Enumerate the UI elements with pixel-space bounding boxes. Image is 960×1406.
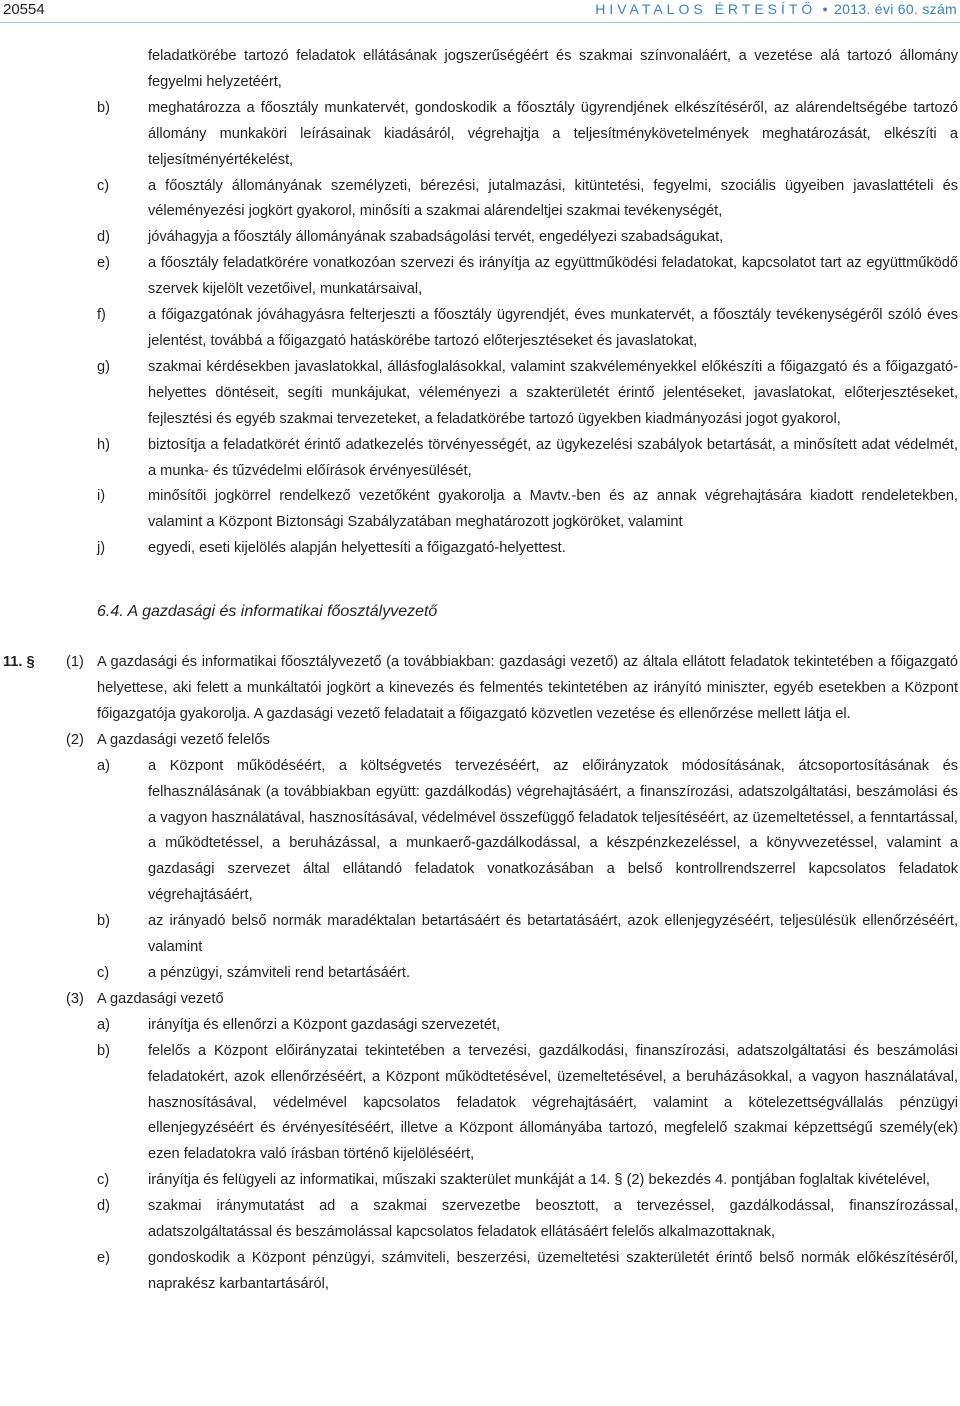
paragraph-marker: (3)	[66, 990, 84, 1007]
item-text: felelős a Központ előirányzatai tekintetében a tervezési, gazdálkodási, finanszírozási, adatszolgáltatási és beszámolási feladatokért, azok ellenőrzéséért, a Központ működtetésével, üzemeltetésével, a beruházásokkal, a vagyon használatával, hasznosításával, védelmével kapcsolatos feladatok végrehajtásáért, valamint a kötelezettségvállalás pénzügyi ellenjegyzéséért és érvényesítéséért, illetve a Központ állományába tartozó, megfelelő szakmai képzettségű személy(ek) ezen feladatokra való írásban történő kijelöléséért,	[148, 1042, 958, 1163]
publication-info	[595, 1, 957, 17]
list-item	[0, 536, 960, 562]
paragraph-text: A gazdasági vezető	[97, 990, 224, 1007]
paragraph-3	[0, 987, 960, 1013]
item-text: a főosztály feladatkörére vonatkozóan szervezi és irányítja az együttműködési feladatokat, kapcsolatot tart az együttműködő szervek kijelölt vezetőivel, munkatársaival,	[148, 255, 958, 298]
paragraph-1	[0, 650, 960, 728]
list-item	[0, 174, 960, 226]
page-number: 20554	[3, 1, 45, 18]
item-marker: d)	[97, 229, 110, 246]
bullet-separator-icon: ●	[822, 4, 829, 14]
list-item	[0, 1168, 960, 1194]
item-marker: j)	[97, 540, 106, 557]
list-item	[0, 1246, 960, 1298]
document-body	[0, 44, 960, 1298]
issue-label: 2013. évi 60. szám	[834, 1, 957, 17]
list-item	[0, 1039, 960, 1169]
header-rule	[0, 22, 960, 23]
item-marker: a)	[97, 1016, 110, 1033]
publication-title: HIVATALOS ÉRTESÍTŐ	[595, 1, 817, 17]
item-text: az irányadó belső normák maradéktalan betartásáért és betartatásáért, azok ellenjegyzéséért, teljesülésük ellenőrzéséért, valamint	[148, 913, 958, 956]
item-marker: f)	[97, 307, 106, 324]
paragraph-marker: (2)	[66, 731, 84, 748]
paragraph-marker: (1)	[66, 654, 84, 671]
item-text: irányítja és felügyeli az informatikai, műszaki szakterület munkáját a 14. § (2) bekezdés 4. pontjában foglaltak kivételével,	[148, 1172, 930, 1189]
item-marker: e)	[97, 1249, 110, 1266]
item-marker: a)	[97, 757, 110, 774]
paragraph-text: A gazdasági és informatikai főosztályvezető (a továbbiakban: gazdasági vezető) az általa ellátott feladatok tekintetében a főigazgató helyettese, aki felett a munkáltatói jogkört a kinevezés és felmentés tekintetében az irányító miniszter, egyéb esetekben a Központ főigazgatója gyakorolja. A gazdasági vezető feladatait a főigazgató közvetlen vezetése és ellenőrzése mellett látja el.	[97, 654, 958, 722]
item-marker: c)	[97, 965, 110, 981]
item-text: a főigazgatónak jóváhagyásra felterjeszti a főosztály ügyrendjét, éves munkatervét, a főosztály tevékenységéről szóló éves jelentést, továbbá a főigazgató hatáskörébe tartozó előterjesztéseket és javaslatokat,	[148, 307, 958, 349]
item-text: a főosztály állományának személyzeti, bérezési, jutalmazási, kitüntetési, fegyelmi, szociális ügyeiben javaslattételi és véleményezési jogkört gyakorol, minősíti a szakmai alárendeltjei szakmai tevékenységét,	[148, 177, 958, 220]
item-text: minősítői jogkörrel rendelkező vezetőként gyakorolja a Mavtv.-ben és az annak végrehajtására kiadott rendeletekben, valamint a Központ Biztonsági Szabályzatában meghatározott jogköröket, valamint	[148, 488, 958, 531]
item-text: a pénzügyi, számviteli rend betartásáért.	[148, 965, 411, 981]
page-header	[0, 0, 960, 20]
item-marker: b)	[97, 1042, 110, 1059]
section-number: 11. §	[3, 654, 35, 671]
item-marker: c)	[97, 177, 110, 194]
item-text: a Központ működéséért, a költségvetés tervezéséért, az előirányzatok módosításának, átcsoportosításának és felhasználásának (a továbbiakban együtt: gazdálkodás) végrehajtásáért, a finanszírozási, adatszolgáltatási, beszámolási és a vagyon használatával, hasznosításával, védelmével összefüggő feladatok teljesítéséért, az üzemeltetéssel, a fenntartással, a működtetéssel, a beruházással, a munkaerő-gazdálkodással, a készpénzkezeléssel, a könyvvezetéssel, valamint a gazdasági szervezet által ellátandó feladatok vonatkozásában a belső kontrollrendszerrel kapcsolatos feladatok végrehajtásáért,	[148, 757, 958, 904]
item-text: biztosítja a feladatkörét érintő adatkezelés törvényességét, az ügykezelési szabályok betartását, a minősített adat védelmét, a munka- és tűzvédelmi előírások érvényesülését,	[148, 436, 958, 479]
item-marker: i)	[97, 488, 106, 505]
item-text: meghatározza a főosztály munkatervét, gondoskodik a főosztály ügyrendjének elkészítéséről, az alárendeltségébe tartozó állomány munkaköri leírásainak kiadásáról, végrehajtja a teljesítménykövetelmények meghatározását, elkészíti a teljesítményértékelést,	[148, 99, 958, 168]
item-marker: g)	[97, 358, 110, 375]
item-text: egyedi, eseti kijelölés alapján helyettesíti a főigazgató-helyettest.	[148, 540, 566, 557]
item-marker: d)	[97, 1198, 110, 1215]
item-marker: b)	[97, 99, 110, 116]
list-item	[0, 251, 960, 303]
list-item	[0, 1013, 960, 1039]
list-item	[0, 909, 960, 961]
item-marker: h)	[97, 436, 110, 453]
item-text: gondoskodik a Központ pénzügyi, számviteli, beszerzési, üzemeltetési szakterületét érintő belső normák előkészítéséről, naprakész karbantartásáról,	[148, 1249, 958, 1292]
list-item	[0, 225, 960, 251]
list-item	[0, 44, 960, 96]
list-item	[0, 484, 960, 536]
item-marker: e)	[97, 255, 110, 272]
list-item	[0, 1194, 960, 1246]
item-text: irányítja és ellenőrzi a Központ gazdasági szervezetét,	[148, 1016, 501, 1033]
list-item	[0, 433, 960, 485]
section-heading: 6.4. A gazdasági és informatikai főosztályvezető	[97, 603, 438, 621]
item-marker: b)	[97, 913, 110, 930]
item-text: szakmai iránymutatást ad a szakmai szervezetbe beosztott, a tervezéssel, gazdálkodással, finanszírozással, adatszolgáltatással és beszámolással kapcsolatos feladatok ellátásáért felelős alkalmazottaknak,	[148, 1198, 958, 1241]
list-item	[0, 754, 960, 909]
item-text: szakmai kérdésekben javaslatokkal, állásfoglalásokkal, valamint szakvéleményekkel előkészíti a főigazgató és a főigazgató-helyettes döntéseit, segíti munkájukat, véleményezi a szakterületét érintő jelentéseket, javaslatokat, előterjesztéseket, fejlesztési és egyéb szakmai tervezeteket, a feladatkörébe tartozó ügyekben kiadmányozási jogot gyakorol,	[148, 358, 958, 427]
item-text: jóváhagyja a főosztály állományának szabadságolási tervét, engedélyezi szabadságukat,	[148, 229, 724, 246]
paragraph-2	[0, 728, 960, 754]
item-text: feladatkörébe tartozó feladatok ellátásának jogszerűségéért és szakmai színvonaláért, a vezetése alá tartozó állomány fegyelmi helyzetéért,	[148, 48, 958, 90]
list-item	[0, 961, 960, 987]
list-item	[0, 355, 960, 433]
item-marker: c)	[97, 1172, 110, 1189]
paragraph-text: A gazdasági vezető felelős	[97, 731, 270, 748]
list-item	[0, 303, 960, 355]
list-item	[0, 96, 960, 174]
